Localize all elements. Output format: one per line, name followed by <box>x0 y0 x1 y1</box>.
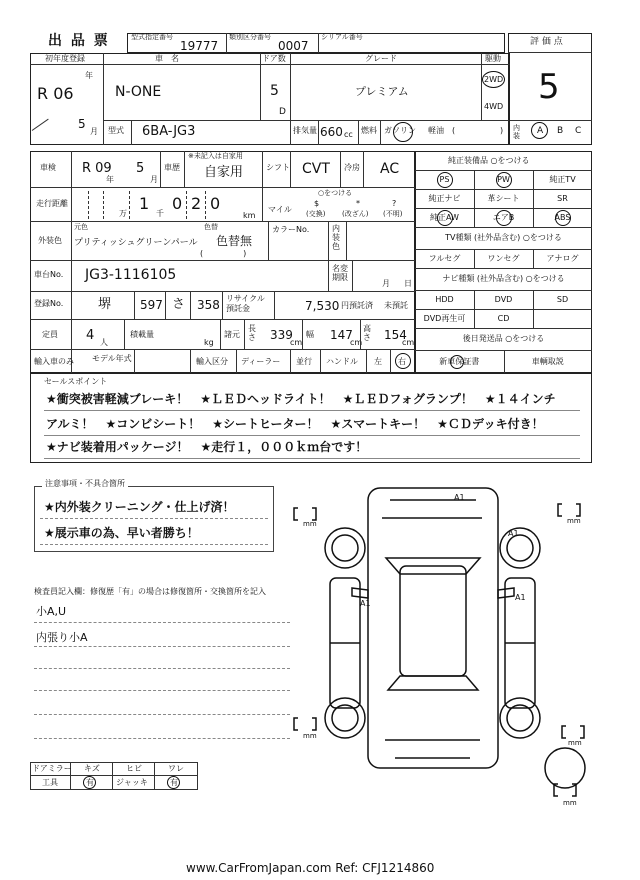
equip-r3-1: エアB <box>492 212 515 222</box>
color-change: 色替無 <box>216 234 253 248</box>
sales-line-1: ★衝突被害軽減ブレーキ！ ★ＬＥＤヘッドライト！ ★ＬＥＤフォグランプ！ ★１４インチ <box>46 392 556 406</box>
mileage-digit-1: 1 <box>139 194 150 213</box>
capacity: 4 <box>86 328 95 343</box>
damage-mark-4: A1 <box>515 593 526 602</box>
tv-item-1: ワンセグ <box>487 253 520 263</box>
car-name-label: 車 名 <box>155 54 179 63</box>
footer-watermark: www.CarFromJapan.com Ref: CFJ1214860 <box>186 861 435 875</box>
grade-label: グレード <box>365 54 397 63</box>
notes-box <box>34 486 274 552</box>
drive-label: 駆動 <box>485 54 501 63</box>
ac-label: 冷房 <box>344 163 360 172</box>
dims-label: 諸元 <box>224 330 240 339</box>
first-reg-month: 5 <box>78 117 86 131</box>
height: 154 <box>384 328 407 342</box>
damage-mark-1: A1 <box>454 493 465 502</box>
history-label: 車歴 <box>164 163 180 172</box>
equip-r1-0: PS <box>439 174 450 184</box>
reg-class: 597 <box>140 298 163 312</box>
equip-r2-2: SR <box>557 193 568 203</box>
displacement: 660 <box>320 125 343 139</box>
reg-label: 登録No. <box>34 299 64 308</box>
shift: CVT <box>302 161 330 177</box>
mileage-digit-3: 2 <box>191 194 202 213</box>
equip-r3-2-circle <box>555 210 571 226</box>
grade: プレミアム <box>355 85 409 98</box>
reg-kana: さ <box>172 297 186 312</box>
inspector-label: 検査員記入欄：修復歴「有」の場合は修復箇所・交換箇所を記入 <box>34 587 266 596</box>
import-label: 輸入車のみ <box>34 357 74 366</box>
recycle-label: リサイクル預託金 <box>226 294 265 313</box>
interior-a-circle <box>531 122 548 139</box>
category-no: 0007 <box>278 39 309 53</box>
serial-label: シリアル番号 <box>321 33 363 41</box>
notes-line-2: ★展示車の為、早い者勝ち！ <box>44 526 199 540</box>
score-value: 5 <box>538 67 560 107</box>
model-year-label: モデル年式 <box>92 354 132 363</box>
mileage-label: 走行距離 <box>36 199 68 208</box>
shift-label: シフト <box>266 163 290 172</box>
equip-r1-1: PW <box>497 174 510 184</box>
equip-r1-1-circle <box>496 172 512 188</box>
later-item-0: 新車保証書 <box>439 357 480 366</box>
inspection-year: R 09 <box>82 161 112 176</box>
color-name: プリティッシュグリーンパール <box>74 238 198 248</box>
ac: AC <box>380 161 400 177</box>
title-change-label: 名変期限 <box>332 264 348 282</box>
color-no-label: カラーNo. <box>272 225 310 234</box>
navi-r1-0: HDD <box>435 294 454 304</box>
handle-label: ハンドル <box>326 357 358 366</box>
later-title: 後日発送品 ○をつける <box>462 334 545 343</box>
sales-label: セールスポイント <box>44 377 108 386</box>
tv-item-0: フルセグ <box>428 253 461 263</box>
equip-r1-2: 純正TV <box>549 174 576 184</box>
doors-label: ドア数 <box>262 54 286 63</box>
type-label: 型式 <box>108 126 124 135</box>
inspector-line-1: 小A,U <box>36 605 67 618</box>
inspector-line-2: 内張り小A <box>36 631 88 644</box>
recycle-amount: 7,530 <box>305 299 340 313</box>
navi-r2-1: CD <box>497 313 510 323</box>
notes-line-1: ★内外装クリーニング・仕上げ済！ <box>44 500 235 514</box>
sheet-title: 出 品 票 <box>48 33 110 49</box>
damage-mark-2: A1 <box>508 529 519 538</box>
car-damage-diagram <box>290 478 595 808</box>
chassis-label: 車台No. <box>34 270 64 279</box>
reg-area: 堺 <box>98 297 112 312</box>
history: 自家用 <box>204 165 244 180</box>
score-label: 評 価 点 <box>530 37 563 47</box>
inspection-month: 5 <box>136 161 145 176</box>
fuel-gas-circle <box>393 122 413 142</box>
sales-line-2: アルミ！ ★コンビシート！ ★シートヒーター！ ★スマートキー！ ★ＣＤデッキ付き！ <box>46 417 544 431</box>
import-type-label: 輸入区分 <box>196 357 228 366</box>
width: 147 <box>330 328 353 342</box>
fuel-label: 燃料 <box>361 126 377 135</box>
handle-right-circle <box>395 353 411 369</box>
interior-color-label: 内装色 <box>332 224 340 251</box>
mileage-digit-4: 0 <box>210 194 221 213</box>
equip-r1-0-circle <box>437 172 453 188</box>
model-no-label: 型式指定番号 <box>131 33 173 41</box>
interior-label: 内装 <box>513 124 520 140</box>
displacement-label: 排気量 <box>293 126 317 135</box>
mileage-digit-2: 0 <box>172 194 183 213</box>
category-label: 類別区分番号 <box>229 33 271 41</box>
navi-r1-2: SD <box>556 294 569 304</box>
doors: 5 <box>270 83 279 99</box>
length: 339 <box>270 328 293 342</box>
load-label: 積載量 <box>130 330 154 339</box>
notes-label: 注意事項・不具合箇所 <box>42 480 128 488</box>
equip-r3-1-circle <box>496 210 512 226</box>
later-warranty-circle <box>450 355 464 369</box>
equip-r2-0: 純正ナビ <box>428 193 461 203</box>
later-item-1: 車輌取説 <box>531 357 564 366</box>
equip-r3-0: 純正AW <box>430 212 459 222</box>
color-label: 外装色 <box>38 236 62 245</box>
tv-item-2: アナログ <box>546 253 579 263</box>
car-name: N-ONE <box>115 84 162 100</box>
reg-num: 358 <box>197 298 220 312</box>
equip-r3-0-circle <box>437 210 453 226</box>
equip-r2-1: 革シート <box>487 193 520 203</box>
navi-title: ナビ種類 (社外品含む) ○をつける <box>442 274 565 283</box>
model-no: 19777 <box>180 39 219 53</box>
chassis: JG3-1116105 <box>85 267 177 283</box>
first-reg-label: 初年度登録 <box>45 54 85 63</box>
equip-r3-2: ABS <box>554 212 571 222</box>
inspection-label: 車検 <box>40 163 56 172</box>
navi-r2-0: DVD再生可 <box>423 313 466 323</box>
navi-r1-1: DVD <box>494 294 513 304</box>
type-value: 6BA-JG3 <box>142 124 196 139</box>
damage-mark-3: A1 <box>360 599 371 608</box>
tv-title: TV種類 (社外品含む) ○をつける <box>445 233 562 242</box>
equipment-title: 純正装備品 ○をつける <box>448 156 530 165</box>
drive-2wd-circle <box>482 71 505 88</box>
history-note: ※未記入は自家用 <box>188 152 243 160</box>
sales-line-3: ★ナビ装着用パッケージ！ ★走行１，０００ｋｍ台です！ <box>46 440 368 454</box>
capacity-label: 定員 <box>42 330 58 339</box>
first-reg-year: R 06 <box>37 84 74 103</box>
